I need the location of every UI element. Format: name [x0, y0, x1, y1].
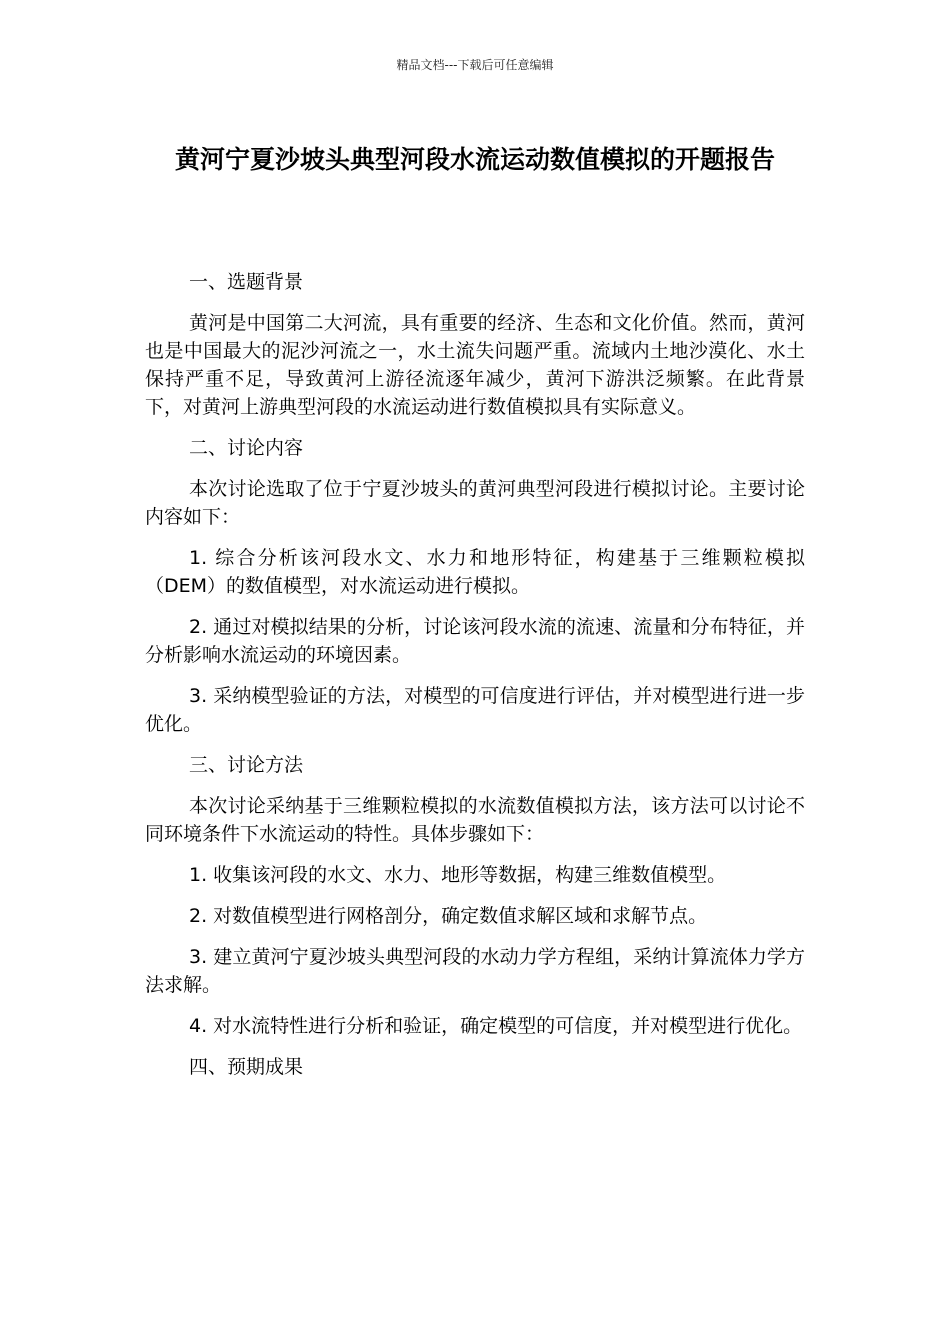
method-step-4: 4. 对水流特性进行分析和验证，确定模型的可信度，并对模型进行优化。: [189, 1015, 803, 1037]
paragraph-method-intro: 本次讨论采纳基于三维颗粒模拟的水流数值模拟方法，该方法可以讨论不同环境条件下水流运动的特性。具体步骤如下：: [145, 795, 805, 845]
method-step-3: 3. 建立黄河宁夏沙坡头典型河段的水动力学方程组，采纳计算流体力学方法求解。: [145, 946, 805, 996]
section-heading-background: 一、选题背景: [189, 271, 304, 293]
header-note: 精品文档---下载后可任意编辑: [396, 58, 554, 72]
document-body: [145, 268, 805, 1094]
method-step-1: 1. 收集该河段的水文、水力、地形等数据，构建三维数值模型。: [189, 864, 727, 886]
section-heading-content: 二、讨论内容: [189, 437, 304, 459]
paragraph-background: 黄河是中国第二大河流，具有重要的经济、生态和文化价值。然而，黄河也是中国最大的泥沙河流之一，水土流失问题严重。流域内土地沙漠化、水土保持严重不足，导致黄河上游径流逐年减少，黄河下游洪泛频繁。在此背景下，对黄河上游典型河段的水流运动进行数值模拟具有实际意义。: [145, 312, 805, 418]
content-item-2: 2. 通过对模拟结果的分析，讨论该河段水流的流速、流量和分布特征，并分析影响水流运动的环境因素。: [145, 616, 805, 666]
method-step-2: 2. 对数值模型进行网格剖分，确定数值求解区域和求解节点。: [189, 905, 708, 927]
section-heading-method: 三、讨论方法: [189, 754, 304, 776]
section-heading-results: 四、预期成果: [189, 1056, 304, 1078]
paragraph-content-intro: 本次讨论选取了位于宁夏沙坡头的黄河典型河段进行模拟讨论。主要讨论内容如下：: [145, 478, 805, 528]
content-item-3: 3. 采纳模型验证的方法，对模型的可信度进行评估，并对模型进行进一步优化。: [145, 685, 805, 735]
content-item-1: 1. 综合分析该河段水文、水力和地形特征，构建基于三维颗粒模拟（DEM）的数值模型，对水流运动进行模拟。: [145, 547, 805, 597]
document-title: 黄河宁夏沙坡头典型河段水流运动数值模拟的开题报告: [174, 145, 775, 174]
